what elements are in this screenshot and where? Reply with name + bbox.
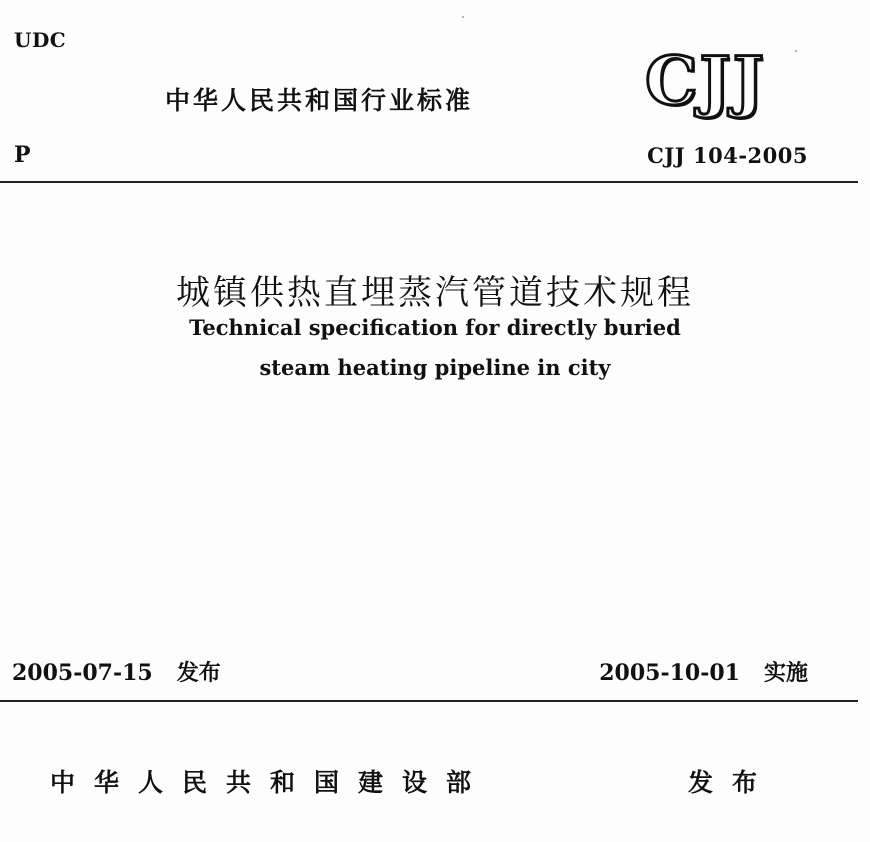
- issue-label: 发布: [688, 768, 777, 797]
- publish-date: 2005-07-15: [12, 660, 153, 686]
- issuing-authority: 中华人民共和国建设部: [50, 768, 491, 797]
- industry-standard-heading: 中华人民共和国行业标准: [165, 86, 474, 115]
- bottom-divider: [0, 700, 858, 702]
- implement-date: 2005-10-01: [599, 660, 740, 686]
- publish-label: 发布: [176, 661, 221, 686]
- implement-label: 实施: [763, 661, 808, 686]
- english-title-line-2: steam heating pipeline in city: [259, 355, 611, 380]
- cjj-logo: CJJ: [645, 42, 766, 120]
- top-divider: [0, 181, 858, 183]
- scan-speck: [795, 50, 797, 52]
- publish-date-block: [12, 656, 221, 687]
- udc-label: UDC: [14, 28, 67, 52]
- scan-speck: [462, 16, 464, 18]
- category-label: P: [14, 142, 31, 168]
- chinese-title: 城镇供热直埋蒸汽管道技术规程: [176, 273, 694, 313]
- standard-code: CJJ 104-2005: [647, 143, 808, 168]
- english-title-line-1: Technical specification for directly buried: [189, 315, 681, 340]
- implement-date-block: [599, 656, 808, 687]
